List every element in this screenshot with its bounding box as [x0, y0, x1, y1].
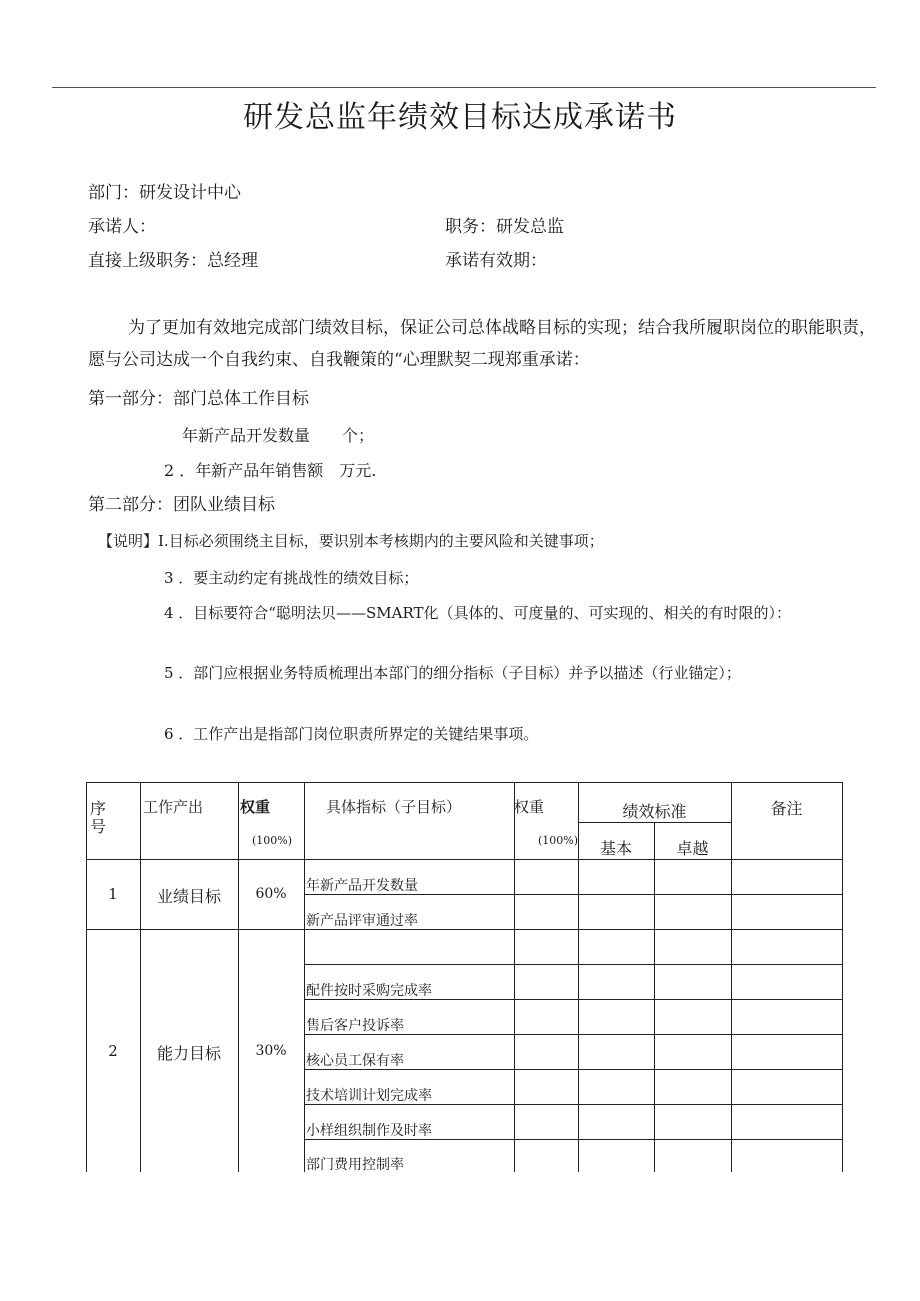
header-indicator: 具体指标（子目标） — [326, 798, 462, 816]
indicator-cell: 售后客户投诉率 — [306, 1018, 404, 1034]
indicator-cell: 新产品评审通过率 — [306, 913, 418, 929]
note-3: 3 ．要主动约定有挑战性的绩效目标； — [164, 569, 419, 587]
indicator-cell: 配件按时采购完成率 — [306, 983, 432, 999]
performance-table — [86, 782, 842, 1172]
indicator-cell: 部门费用控制率 — [306, 1157, 404, 1173]
indicator-cell: 小样组织制作及时率 — [306, 1123, 432, 1139]
part1-item-1: 年新产品开发数量 个； — [182, 426, 375, 445]
header-basic: 基本 — [599, 839, 632, 858]
header-weight2-pct: (100%) — [538, 834, 579, 847]
header-standard: 绩效标准 — [622, 802, 687, 821]
row-seq: 2 — [108, 1042, 118, 1060]
header-weight2: 权重 — [514, 798, 545, 816]
header-seq: 序号 — [90, 799, 107, 836]
row-weight: 60% — [255, 886, 287, 902]
row-output: 业绩目标 — [156, 887, 221, 906]
header-excellent: 卓越 — [676, 839, 709, 858]
part1-item-2: 2 ．年新产品年销售额 万元. — [164, 461, 377, 480]
position-line: 职务：研发总监 — [445, 217, 564, 237]
note-5: 5 ．部门应根据业务特质梳理出本部门的细分指标（子目标）并予以描述（行业锚定）； — [164, 664, 741, 682]
validity-line: 承诺有效期： — [445, 251, 547, 271]
indicator-cell: 年新产品开发数量 — [306, 878, 418, 894]
promisor-line: 承诺人： — [88, 217, 156, 237]
note-6: 6 ．工作产出是指部门岗位职责所界定的关键结果事项。 — [164, 725, 539, 743]
intro-paragraph: 为了更加有效地完成部门绩效目标，保证公司总体战略目标的实现；结合我所履职岗位的职能职责，愿与公司达成一个自我约束、自我鞭策的“心理默契二现郑重承诺： — [88, 318, 876, 370]
note-4: 4 ．目标要符合“聪明法贝——SMART化（具体的、可度量的、可实现的、相关的有时限的）： — [164, 604, 791, 622]
header-output: 工作产出 — [143, 798, 204, 816]
indicator-cell: 核心员工保有率 — [306, 1053, 404, 1069]
row-output: 能力目标 — [156, 1044, 221, 1063]
top-rule — [52, 87, 876, 88]
part2-heading: 第二部分：团队业绩目标 — [88, 495, 275, 515]
header-remark: 备注 — [770, 799, 803, 818]
note-1: 【说明】I.目标必须围绕主目标，要识别本考核期内的主要风险和关键事项； — [98, 532, 604, 550]
header-weight-pct: (100%) — [252, 834, 293, 847]
document-title: 研发总监年绩效目标达成承诺书 — [243, 100, 677, 135]
row-seq: 1 — [108, 885, 118, 903]
department-line: 部门：研发设计中心 — [88, 183, 241, 203]
part1-heading: 第一部分：部门总体工作目标 — [88, 389, 309, 409]
header-weight: 权重 — [240, 798, 271, 816]
indicator-cell: 技术培训计划完成率 — [306, 1088, 432, 1104]
row-weight: 30% — [255, 1043, 287, 1059]
superior-line: 直接上级职务：总经理 — [88, 251, 258, 271]
